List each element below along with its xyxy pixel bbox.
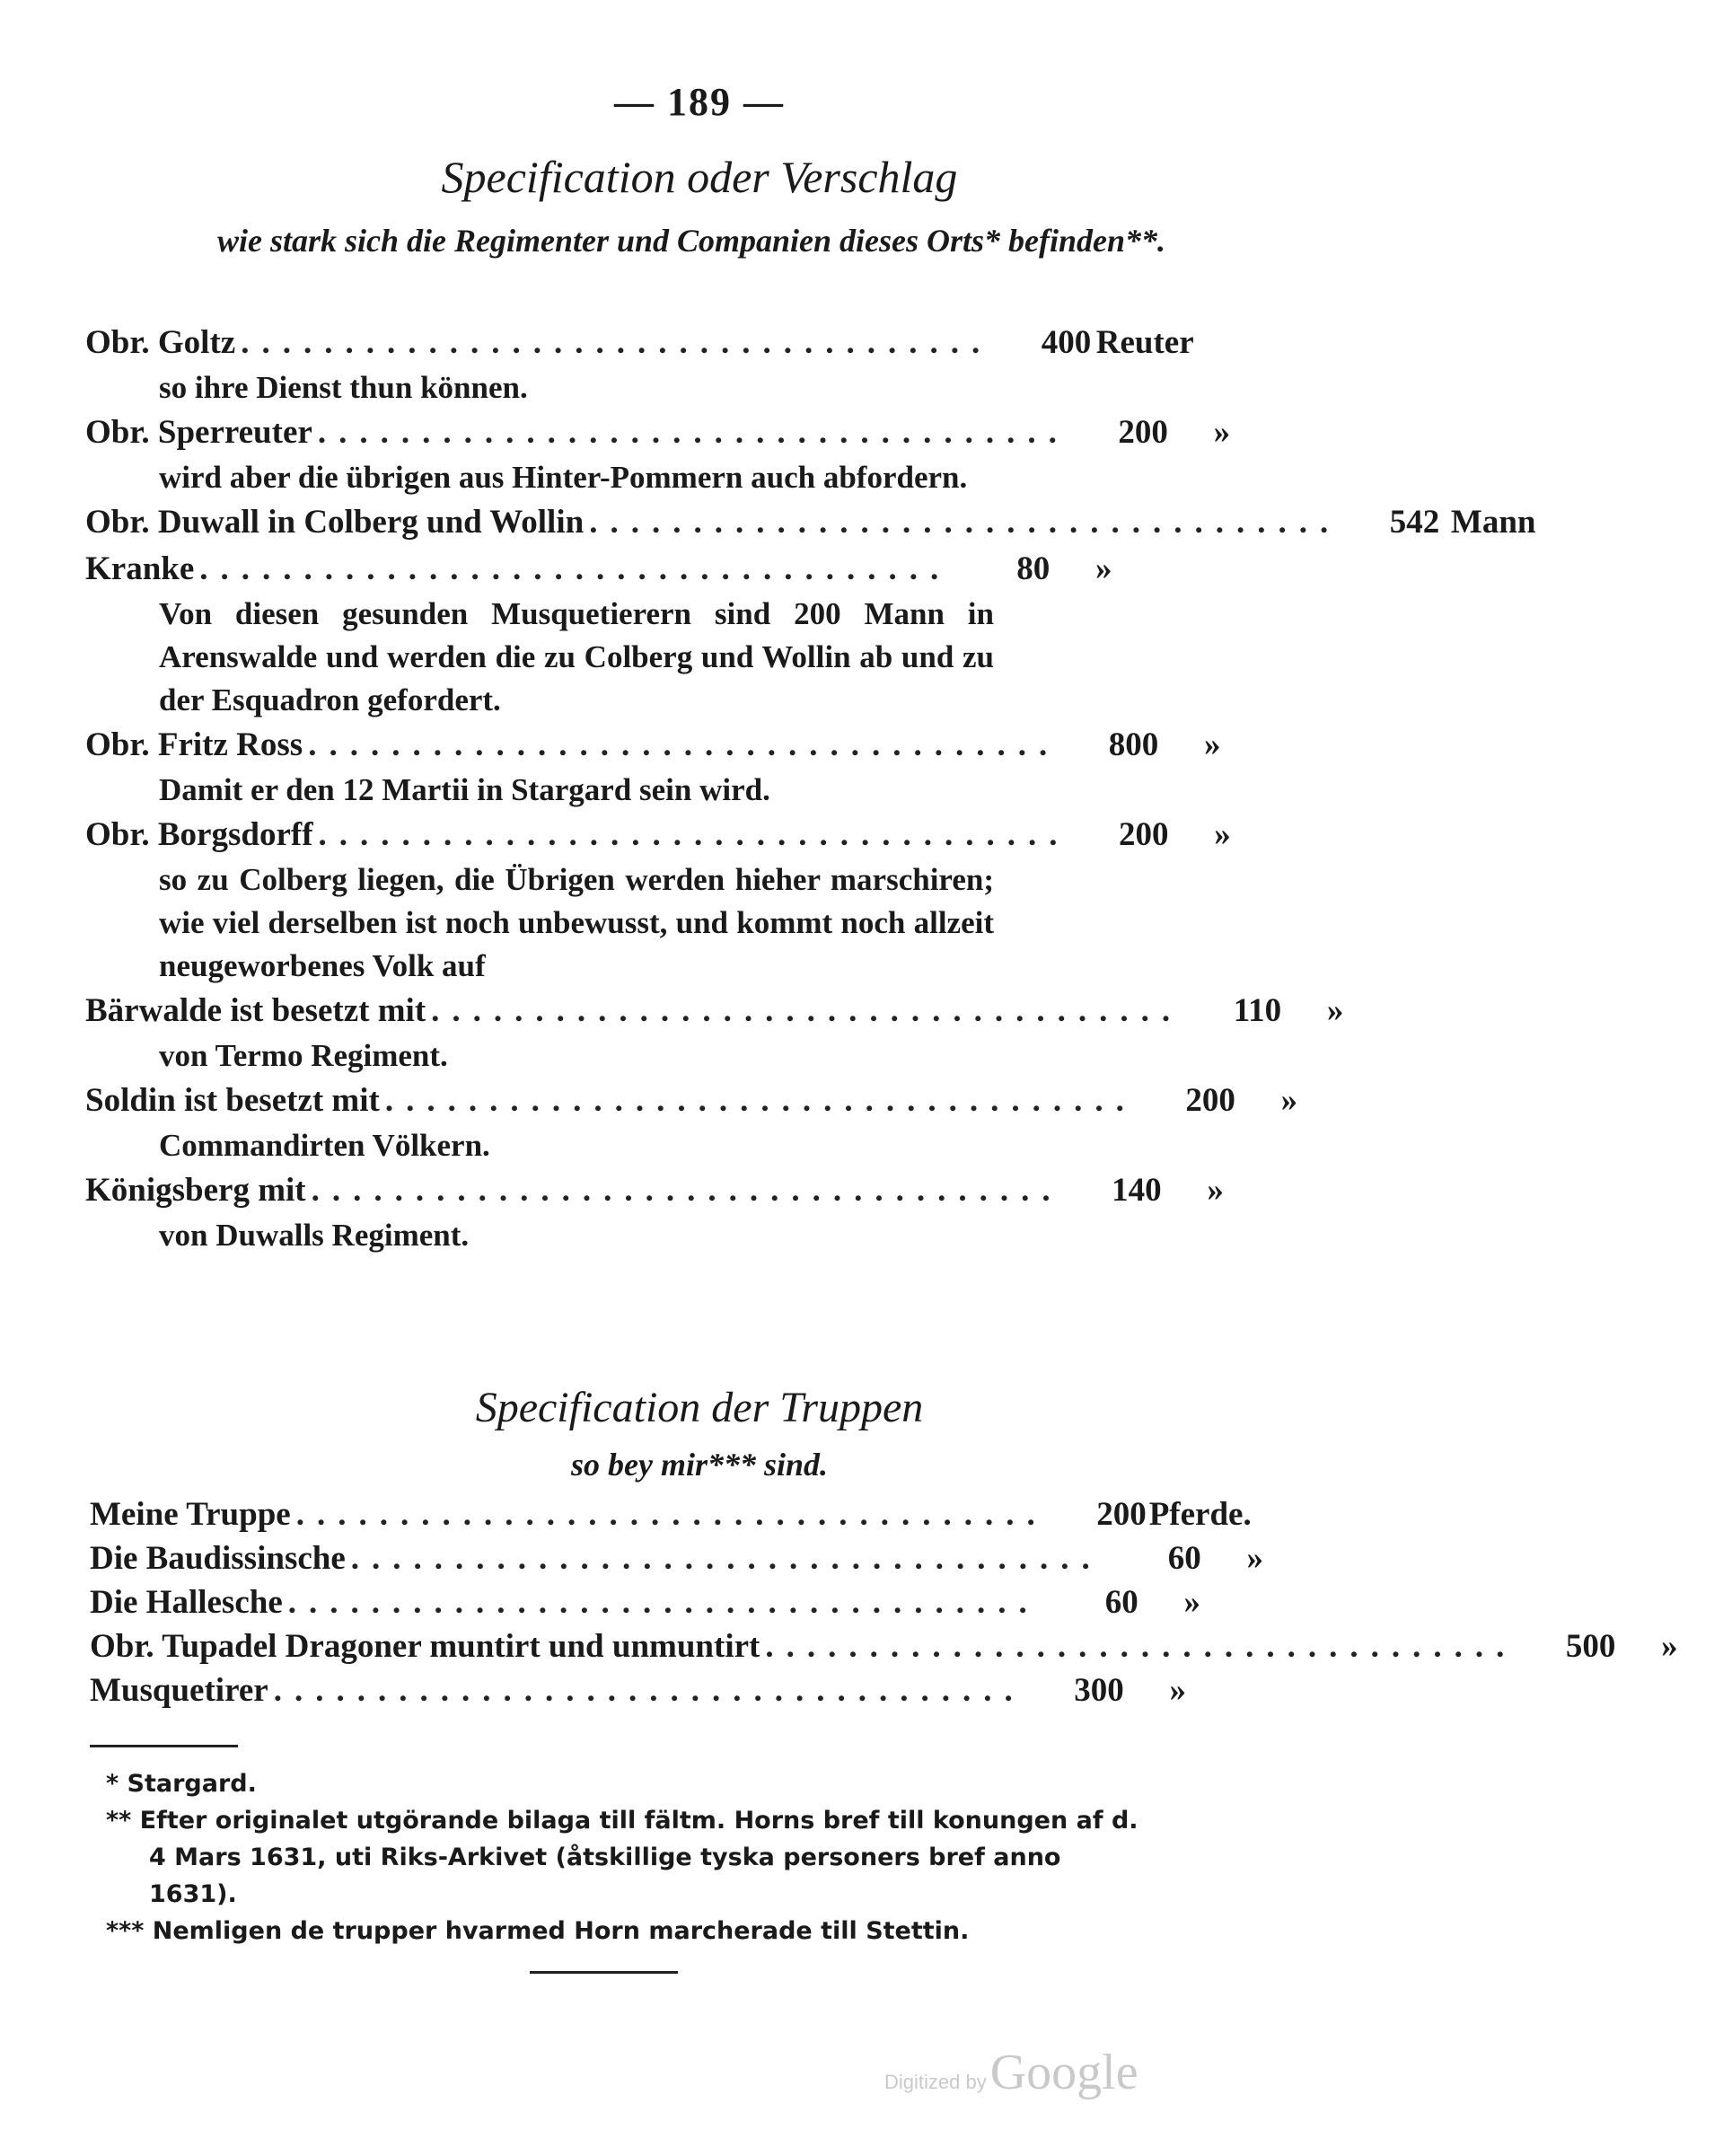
- list-item: [85, 413, 1231, 499]
- list-item: [85, 503, 1536, 546]
- entry-unit: Reuter: [1095, 324, 1194, 361]
- leader-dots: ....................................: [273, 1672, 1025, 1709]
- entry-unit: »: [1214, 816, 1231, 853]
- entry-name: Musquetirer: [90, 1672, 268, 1709]
- entry-name: Meine Truppe: [90, 1496, 291, 1533]
- entry-count: 80: [1016, 550, 1051, 587]
- entry-name: Soldin ist besetzt mit: [85, 1082, 380, 1119]
- entry-count: 110: [1233, 992, 1282, 1029]
- entry-count: 500: [1565, 1628, 1616, 1665]
- footnotes: [106, 1765, 1147, 1949]
- entry-count: 140: [1112, 1172, 1162, 1209]
- entry-unit: »: [1213, 414, 1231, 451]
- list-item: [90, 1671, 1186, 1715]
- footnote-1: * Stargard.: [106, 1770, 257, 1798]
- entry-unit: »: [1203, 726, 1221, 763]
- entry-unit: »: [1661, 1628, 1678, 1665]
- entry-name: Kranke: [85, 550, 195, 587]
- google-logo: Google: [989, 2045, 1138, 2100]
- entry-name: Obr. Fritz Ross: [85, 726, 303, 763]
- list-item: [90, 1583, 1201, 1627]
- entry-note: Commandirten Völkern.: [159, 1128, 490, 1163]
- section-subtitle-verschlag: wie stark sich die Regimenter und Companien dieses Orts* befinden**.: [216, 223, 1166, 259]
- entry-name: Obr. Tupadel Dragoner muntirt und unmuntirt: [90, 1628, 760, 1665]
- regiment-list: [85, 323, 1536, 1261]
- entry-unit: »: [1280, 1082, 1298, 1119]
- entry-count: 60: [1104, 1584, 1138, 1621]
- entry-name: Bärwalde ist besetzt mit: [85, 992, 426, 1029]
- section-title-truppen: Specification der Truppen: [475, 1384, 924, 1431]
- leader-dots: ....................................: [317, 414, 1069, 451]
- entry-row: [85, 503, 1536, 546]
- entry-row: [85, 550, 1145, 593]
- entry-note: wird aber die übrigen aus Hinter-Pommern auch abfordern.: [159, 460, 968, 495]
- entry-count: 400: [1041, 324, 1092, 361]
- entry-unit: »: [1095, 550, 1112, 587]
- entry-count: 300: [1074, 1672, 1124, 1709]
- entry-count: 200: [1185, 1082, 1235, 1119]
- leader-dots: ....................................: [765, 1628, 1517, 1665]
- leader-dots: ....................................: [308, 726, 1060, 763]
- entry-note: von Termo Regiment.: [159, 1038, 448, 1073]
- entry-note: so zu Colberg liegen, die Übrigen werden hieher marschiren; wie viel derselben ist noch unbewusst, und kommt noch allzeit neugeworbenes Volk auf: [159, 862, 994, 983]
- entry-count: 60: [1167, 1540, 1201, 1577]
- entry-unit: »: [1326, 992, 1344, 1029]
- leader-dots: ....................................: [384, 1082, 1137, 1119]
- entry-unit: Pferde.: [1148, 1496, 1252, 1533]
- list-item: [85, 815, 1231, 988]
- list-item: [90, 1539, 1264, 1583]
- entry-row: [85, 726, 1221, 769]
- entry-unit: »: [1183, 1584, 1201, 1621]
- leader-dots: ....................................: [589, 504, 1341, 541]
- entry-count: 200: [1096, 1496, 1147, 1533]
- footnote-divider: [90, 1745, 238, 1747]
- entry-unit: »: [1207, 1172, 1224, 1209]
- leader-dots: ....................................: [318, 816, 1070, 853]
- entry-name: Die Baudissinsche: [90, 1540, 346, 1577]
- list-item: [90, 1627, 1678, 1671]
- section-title-verschlag: Specification oder Verschlag: [441, 152, 958, 202]
- footnote-3: *** Nemligen de trupper hvarmed Horn marcherade till Stettin.: [106, 1917, 970, 1945]
- troop-list: [90, 1495, 1678, 1715]
- list-item: [85, 1081, 1298, 1167]
- entry-count: 542: [1389, 504, 1440, 541]
- entry-name: Obr. Borgsdorff: [85, 816, 313, 853]
- section-subtitle-truppen: so bey mir*** sind.: [570, 1447, 828, 1483]
- entry-row: [85, 815, 1231, 858]
- page-number: — 189 —: [614, 80, 785, 124]
- entry-row: [85, 413, 1231, 456]
- leader-dots: ....................................: [199, 550, 952, 587]
- list-item: [90, 1495, 1252, 1539]
- entry-name: Obr. Sperreuter: [85, 414, 312, 451]
- entry-count: 200: [1118, 414, 1168, 451]
- entry-count: 200: [1119, 816, 1169, 853]
- leader-dots: ....................................: [350, 1540, 1103, 1577]
- entry-unit: Mann: [1450, 504, 1536, 541]
- entry-unit: »: [1169, 1672, 1186, 1709]
- list-item: [85, 323, 1194, 409]
- leader-dots: ....................................: [311, 1172, 1063, 1209]
- entry-note: so ihre Dienst thun können.: [159, 370, 528, 405]
- entry-row: [85, 1081, 1298, 1124]
- leader-dots: ....................................: [295, 1496, 1048, 1533]
- leader-dots: ....................................: [287, 1584, 1040, 1621]
- entry-name: Die Hallesche: [90, 1584, 283, 1621]
- list-item: [85, 1171, 1224, 1257]
- entry-note: Damit er den 12 Martii in Stargard sein wird.: [159, 772, 770, 807]
- entry-row: [85, 1171, 1224, 1214]
- footnote-2: ** Efter originalet utgörande bilaga till fältm. Horns bref till konungen af d.: [106, 1807, 1138, 1835]
- list-item: [85, 726, 1221, 812]
- list-item: [85, 550, 1145, 722]
- entry-note: von Duwalls Regiment.: [159, 1218, 470, 1253]
- entry-name: Königsberg mit: [85, 1172, 306, 1209]
- entry-note: Von diesen gesunden Musquetierern sind 200 Mann in Arenswalde und werden die zu Colberg und Wollin ab und zu der Esquadron gefordert.: [159, 596, 994, 717]
- entry-name: Obr. Goltz: [85, 324, 236, 361]
- entry-count: 800: [1108, 726, 1159, 763]
- entry-name: Obr. Duwall in Colberg und Wollin: [85, 504, 585, 541]
- leader-dots: ....................................: [241, 324, 993, 361]
- list-item: [85, 991, 1344, 1078]
- entry-row: [85, 991, 1344, 1034]
- end-divider: [530, 1971, 678, 1974]
- entry-row: [85, 323, 1194, 366]
- watermark-prefix: Digitized by: [884, 2071, 987, 2093]
- leader-dots: ....................................: [431, 992, 1183, 1029]
- entry-unit: »: [1246, 1540, 1264, 1577]
- footnote-2-continued: 4 Mars 1631, uti Riks-Arkivet (åtskillige tyska personers bref anno 1631).: [149, 1844, 1061, 1908]
- digitized-watermark: [884, 2044, 1154, 2098]
